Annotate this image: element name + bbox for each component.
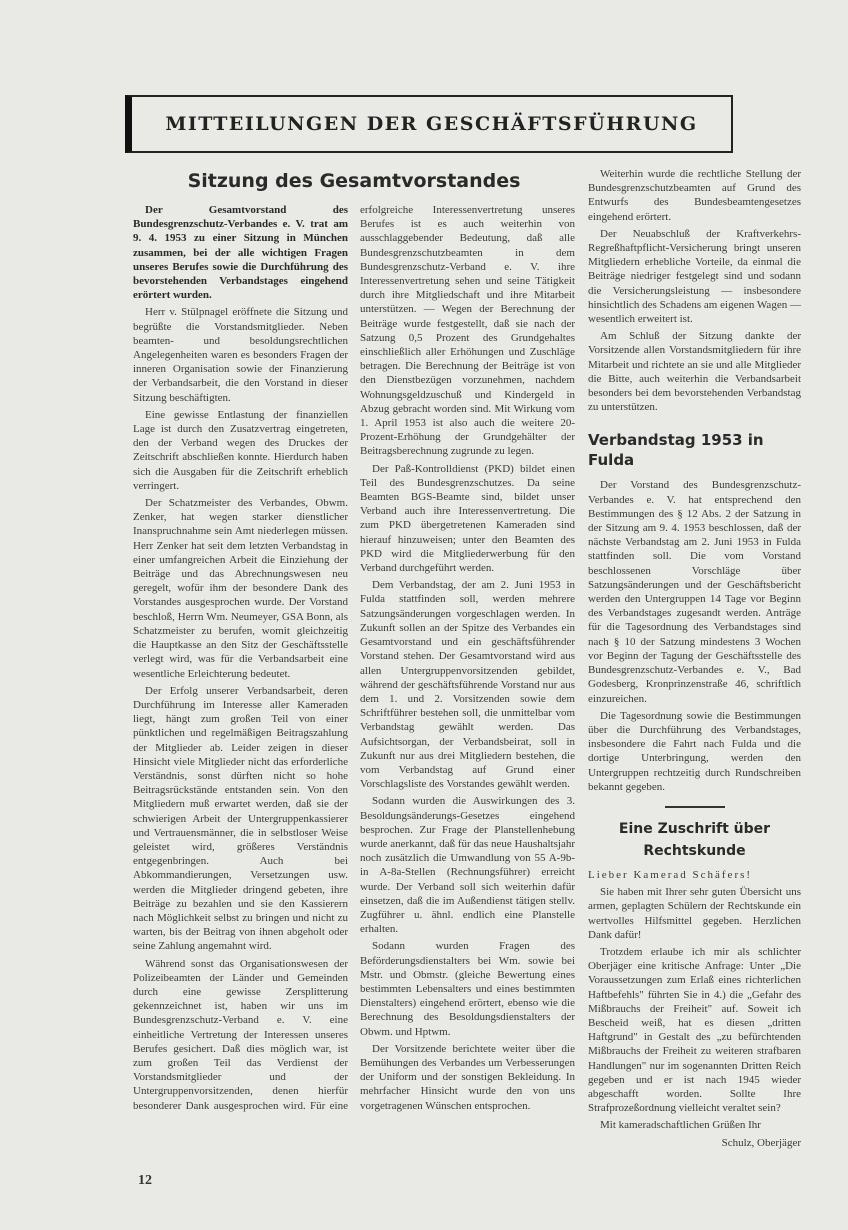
paragraph: Sodann wurden Fragen des Beförderungsdienstalters bei Wm. sowie bei Mstr. und Obmstr. (gleiche Bewertung eines bestimmten Lebensalters und eines bestimmten Dienstalters) eingehend erörtert, ebenso wie die Berechnung des Besoldungsdienstalters der Obwm. und Hptwm. [360,940,575,1038]
article-title: Verbandstag 1953 in Fulda [588,431,764,470]
article-lead: Der Gesamtvorstand des Bundesgrenzschutz-Verbandes e. V. trat am 9. 4. 1953 zu einer Sitzung in München zusammen, bei der alle wichtigen Fragen unseres Berufes sowie die Durchführung des bevorstehenden Verbandstages eingehend erörtert wurden. [133,204,348,302]
article-body-main [133,203,575,1114]
paragraph: Der Paß-Kontrolldienst (PKD) bildet einen Teil des Bundesgrenzschutzes. Da seine Beamten BGS-Beamte sind, bildet unser Verband auch ihre Interessenvertretung. Die zum PKD übergetretenen Kameraden sind hierauf hinzuweisen; unter den Beamten des PKD wird die Mitgliederwerbung für den Verband durchgeführt werden. [360,462,575,575]
article-title [588,818,801,862]
article-title-line: Eine Zuschrift über [618,820,771,837]
paragraph: Herr v. Stülpnagel eröffnete die Sitzung und begrüßte die Vorstandsmitglieder. Neben beamten- und besoldungsrechtlichen Angelegenheiten waren es besonders Fragen der inneren Organisation sowie der Finanzierung der Verbandsarbeit, die den Vorstand in dieser Sitzung beschäftigten. [133,306,348,404]
section-title: MITTEILUNGEN DER GESCHÄFTSFÜHRUNG [165,113,698,135]
paragraph: Weiterhin wurde die rechtliche Stellung der Bundesgrenzschutzbeamten auf Grund des Entwurfs des Bundesbeamtengesetzes eingehend erörtert. [588,168,801,223]
paragraph: Der Neuabschluß der Kraftverkehrs-Regreßhaftpflicht-Versicherung bringt unseren Mitgliedern erhebliche Vorteile, da einmal die Beiträge niedriger festgelegt sind und sodann die Versicherungsleistung — insbesondere hinsichtlich des Schadens am eigenen Wagen — wesentlich erweitert ist. [588,227,801,326]
paragraph: Der Vorsitzende berichtete weiter über die Bemühungen des Verbandes um Verbesserungen der Uniform und der sonstigen Bekleidung. In mehrfacher Hinsicht wurde den von uns vorgetragenen Wünschen entsprochen. [360,1042,575,1112]
article-title: Sitzung des Gesamtvorstandes [187,170,521,192]
paragraph: Sodann wurden die Auswirkungen des 3. Besoldungsänderungs-Gesetzes eingehend besprochen. Zur Frage der Planstellenhebung wurde anerkannt, daß für das neue Haushaltsjahr noch zusätzlich die Umwandlung von 55 A-9b- in A-8a-Stellen (Rechnungsführer) erreicht wurde. Der Verband soll sich weiterhin dafür einsetzen, daß die im Außendienst tätigen stellv. Zugführer u. ähnl. endlich eine Planstelle erhalten. [360,795,575,936]
right-column [588,167,801,1150]
article-title-line: Rechtskunde [643,842,746,859]
signature: Schulz, Oberjäger [721,1136,801,1149]
page-number: 12 [138,1172,152,1188]
paragraph: Trotzdem erlaube ich mir als schlichter Oberjäger eine kritische Anfrage: Unter „Die Voraussetzungen zum Erlaß eines richterlichen Haftbefehls" führten Sie in 4.) die „Gefahr des Mißbrauchs der Freiheit" auf. Soweit ich Bescheid weiß, hat es diesen „dritten Haftgrund" in Gestalt des „zu befürchtenden Mißbrauchs der Freiheit zu weiteren strafbaren Handlungen" nur im sogenannten Dritten Reich gegeben und er ist nach 1945 wieder abgeschafft worden. Sollte Ihre Strafprozeßordnung vielleicht veraltet sein? [588,945,801,1115]
paragraph: Der Schatzmeister des Verbandes, Obwm. Zenker, hat wegen starker dienstlicher Inanspruchnahme sein Amt niederlegen müssen. Herr Zenker hat seit dem letzten Verbandstag in einer umfangreichen Arbeit die Einziehung der Beiträge und das Abrechnungswesen neu geregelt, wofür ihm der besondere Dank des Vorstandes ausgesprochen wurde. Der Vorstand beschloß, Herrn Wm. Neumeyer, GSA Bonn, als Schatzmeister zu berufen, womit gleichzeitig die Hauptkasse an den Sitz der Geschäftsstelle verlegt wird, was für die Verbandsarbeit eine wesentliche Erleichterung bedeutet. [133,497,348,680]
paragraph: Während sonst das Organisationswesen der Polizeibeamten der Länder und Gemeinden durch eine gewisse Zersplitterung gekennzeichnet ist, haben wir uns im Bundesgrenzschutz-Verband e. V. eine einheitliche Vertretung der Interessen unseres Berufes gesichert. Daß dies möglich war, ist zum großen Teil das Verdienst der Vorstandsmitglieder und der Untergruppenvorsitzenden, denen hierfür besonderer Dank ausgesprochen wird. Für eine erfolgreiche Interessenvertretung unseres Berufes ist es auch weiterhin von ausschlaggebender Bedeutung, daß alle Bundesgrenzschutzbeamten in dem Bundesgrenzschutz-Verband e. V. ihre Interessenvertretung sehen und seine Tätigkeit durch ihre Mitgliedschaft und ihre Mitarbeit unterstützen. — Wegen der Berechnung der Beiträge wurde festgestellt, daß sie nach der Satzung 0,5 Prozent des Grundgehaltes einschließlich aller Erhöhungen und Zuschläge betragen. Die Berechnung der Beiträge ist von den Dienstbezügen vorzunehmen, nachdem Wohnungsgeldzuschuß und Kindergeld in Abzug gebracht worden sind. Mit Wirkung vom 1. April 1953 ist also auch die weitere 20-Prozent-Erhöhung der Grundgehälter der Beitragsberechnung zugrunde zu legen. [133,204,575,1112]
content-row [133,167,801,1150]
main-article [133,167,575,1114]
paragraph: Sie haben mit Ihrer sehr guten Übersicht uns armen, geplagten Schülern der Rechtskunde ein wertvolles Hilfsmittel gegeben. Herzlichen Dank dafür! [588,886,801,941]
salutation: Lieber Kamerad Schäfers! [588,868,753,881]
paragraph: Dem Verbandstag, der am 2. Juni 1953 in Fulda stattfinden soll, werden mehrere Satzungsänderungen vorgeschlagen werden. In Zukunft sollen an der Spitze des Verbandes ein Gesamtvorstand und ein geschäftsführender Vorstand stehen. Der Gesamtvorstand wird aus allen Untergruppenvorsitzenden gebildet, während der geschäftsführende Vorstand nur aus dem 1. und 2. Vorsitzenden sowie dem Schriftführer bestehen soll, die unmittelbar vom Verbandstag gewählt werden. Das Aufsichtsorgan, der Verbandsbeirat, soll in Zukunft nur aus drei Mitgliedern bestehen, die vom Verbandstag auf Grund einer Vorschlagsliste des Vorstandes gewählt werden. [360,579,575,791]
section-header [125,95,733,153]
closing: Mit kameradschaftlichen Grüßen Ihr [600,1119,761,1132]
paragraph: Der Vorstand des Bundesgrenzschutz-Verbandes e. V. hat entsprechend den Bestimmungen des § 12 Abs. 2 der Satzung in der Sitzung am 9. 4. 1953 beschlossen, daß der nächste Verbandstag am 2. Juni 1953 in Fulda stattfinden soll. Die vom Vorstand beschlossenen Vorschläge über Satzungsänderungen und der Geschäftsbericht werden den Untergruppen 14 Tage vor Beginn des Verbandstages zugesandt werden. Anträge für die Tagesordnung des Verbandstages sind nach § 10 der Satzung mindestens 3 Wochen vor Beginn der Tagung der Geschäftsstelle des Bundesgrenzschutz-Verbandes e. V., Bad Godesberg, Kronprinzenstraße 46, schriftlich einzureichen. [588,479,801,705]
divider [665,806,725,808]
paragraph: Eine gewisse Entlastung der finanziellen Lage ist durch den Zusatzvertrag eingetreten, den der Verband wegen des Druckes der Zeitschrift abschließen konnte. Hierdurch haben sich die Ausgaben für die Zeitschrift erheblich verringert. [133,408,348,492]
paragraph: Der Erfolg unserer Verbandsarbeit, deren Durchführung im Interesse aller Kameraden liegt, hängt zum großen Teil von einer pünktlichen und regelmäßigen Beitragszahlung der Mitglieder ab. Leider zeigen in dieser Hinsicht viele Mitglieder nicht das erforderliche Verständnis, sonst dürften nicht so hohe Beitragsrückstände entstanden sein. Von den Mitgliedern muß erwartet werden, daß sie der schwierigen Arbeit der Untergruppenkassierer und Vertrauensmänner, die in selbstloser Weise geleistet wird, größeres Verständnis entgegenbringen. Auch bei Abkommandierungen, Versetzungen usw. werden die Mitglieder dringend gebeten, ihre Beiträge zu bezahlen und sie den Kassierern nach Möglichkeit selbst zu bringen und nicht zu warten, bis der Beitrag von ihnen abgeholt oder seine Zahlung angemahnt wird. [133,684,348,953]
paragraph: Die Tagesordnung sowie die Bestimmungen über die Durchführung des Verbandstages, insbesondere die Fahrt nach Fulda und die dortige Unterbringung, werden den Untergruppen rechtzeitig durch Rundschreiben bekannt gegeben. [588,709,801,793]
paragraph: Am Schluß der Sitzung dankte der Vorsitzende allen Vorstandsmitgliedern für ihre Mitarbeit und richtete an sie und alle Mitglieder die Bitte, auch weiterhin die Verbandsarbeit besonders bei dem bevorstehenden Verbandstag zu unterstützen. [588,330,801,414]
